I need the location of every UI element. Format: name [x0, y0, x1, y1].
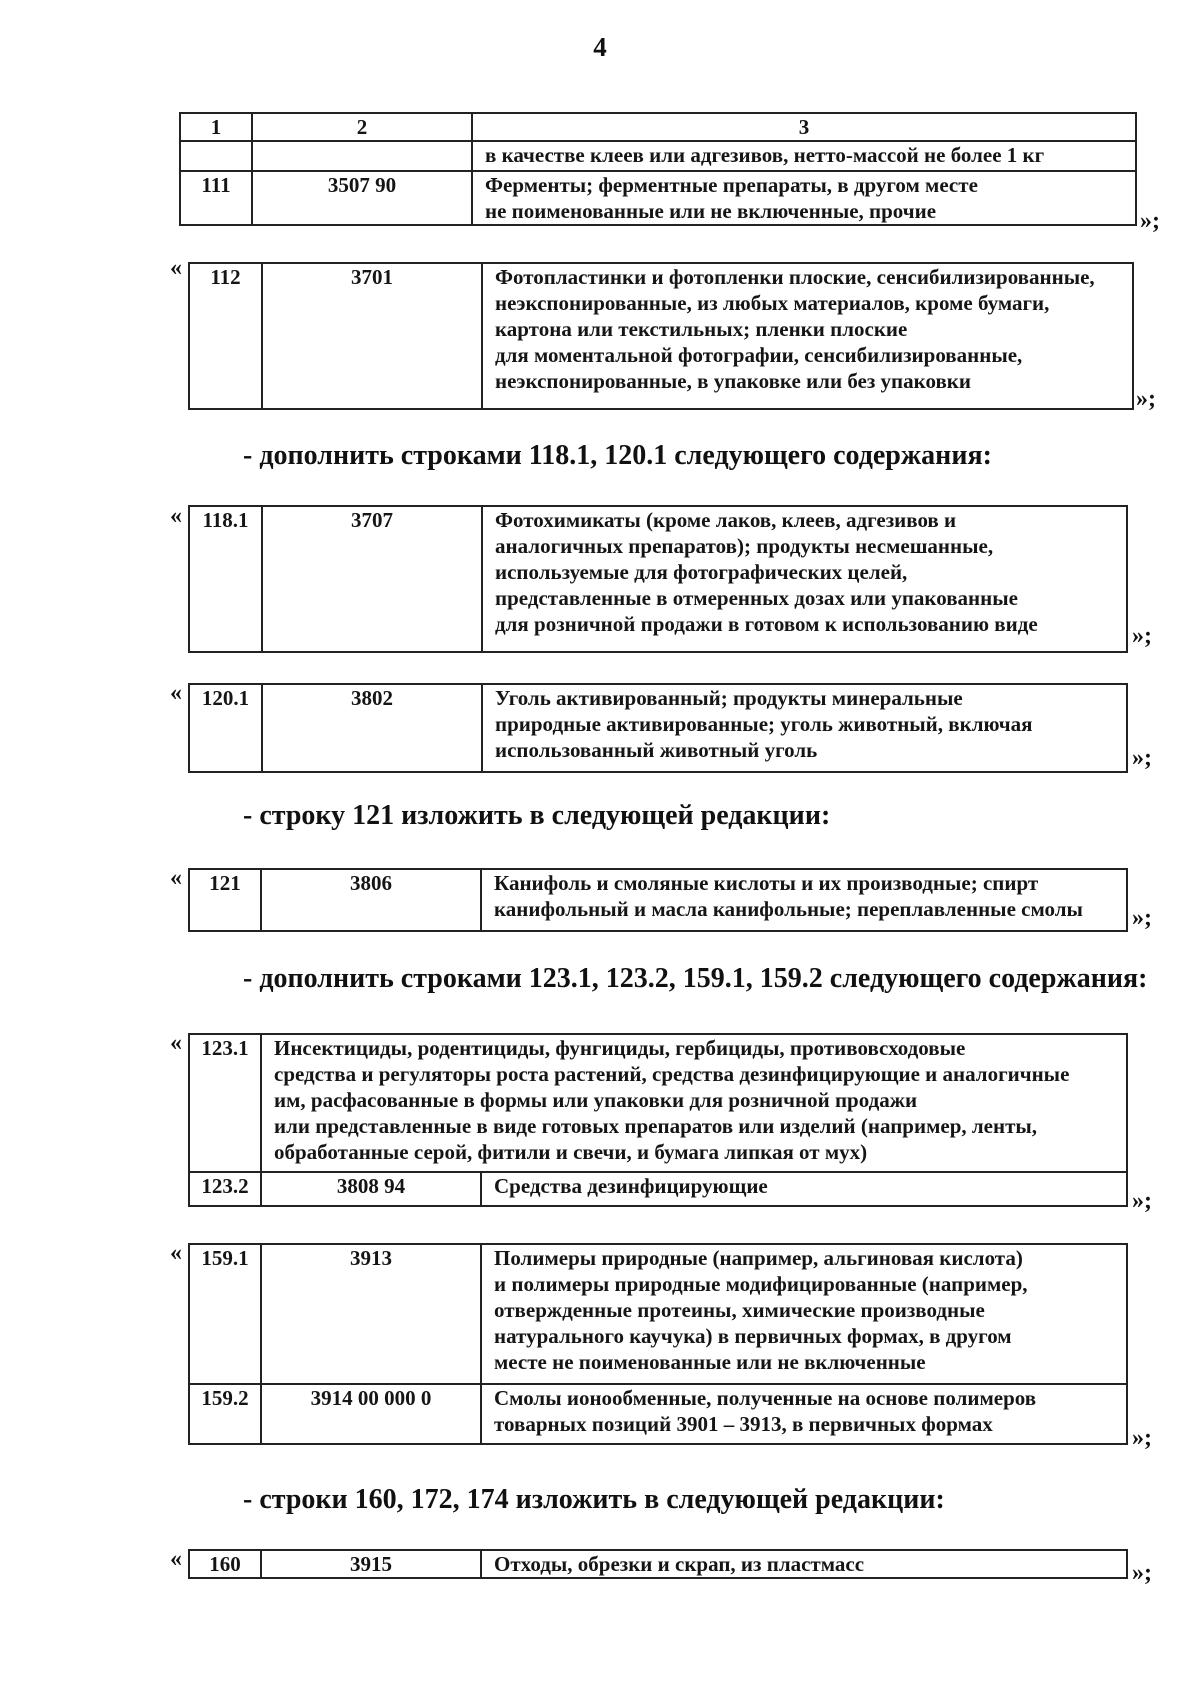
row-code: 3707: [262, 506, 482, 652]
row-code: 3802: [262, 684, 482, 772]
table-rows-159: [188, 1243, 1128, 1445]
table-row: [180, 171, 1136, 225]
table-row-112: [188, 262, 1134, 410]
table-row: [189, 1550, 1127, 1578]
description-line: отвержденные протеины, химические производные: [494, 1298, 985, 1322]
description-line: использованный животный уголь: [495, 738, 818, 762]
row-description: [481, 1384, 1127, 1444]
table-row: [189, 1034, 1127, 1172]
description-line: или представленные в виде готовых препаратов или изделий (например, ленты,: [274, 1114, 1038, 1138]
description-line: Смолы ионообменные, полученные на основе полимеров: [494, 1386, 1037, 1410]
table-row: [189, 1172, 1127, 1206]
row-number: 159.2: [189, 1384, 261, 1444]
table-header-row: [180, 113, 1136, 141]
row-number: 160: [189, 1550, 261, 1578]
description-line: неэкспонированные, из любых материалов, кроме бумаги,: [495, 291, 1050, 315]
row-number: 120.1: [189, 684, 262, 772]
description-line: Отходы, обрезки и скрап, из пластмасс: [494, 1552, 865, 1576]
row-code: 3913: [261, 1244, 481, 1384]
description-line: для моментальной фотографии, сенсибилизированные,: [495, 343, 1023, 367]
description-line: представленные в отмеренных дозах или упакованные: [495, 586, 1018, 610]
instruction-add-rows-123-159: - дополнить строками 123.1, 123.2, 159.1, 159.2 следующего содержания:: [243, 963, 1148, 994]
close-quote: »;: [1136, 386, 1156, 412]
description-line: средства и регуляторы роста растений, средства дезинфицирующие и аналогичные: [274, 1062, 1070, 1086]
close-quote: »;: [1132, 623, 1152, 649]
row-code: 3806: [261, 869, 481, 931]
table-row-118-1: [188, 505, 1128, 653]
row-number: 123.1: [189, 1034, 261, 1172]
header-col-2: 2: [252, 113, 472, 141]
close-quote: »;: [1132, 1188, 1152, 1214]
row-description: [482, 684, 1127, 772]
row-code: 3808 94: [261, 1172, 481, 1206]
row-code: 3701: [262, 263, 482, 409]
open-quote: «: [170, 1546, 182, 1572]
description-line: Полимеры природные (например, альгиновая кислота): [494, 1246, 1023, 1270]
row-number: 111: [180, 171, 252, 225]
open-quote: «: [170, 503, 182, 529]
description-line: Фотохимикаты (кроме лаков, клеев, адгезивов и: [495, 508, 957, 532]
description-line: не поименованные или не включенные, прочие: [485, 199, 937, 223]
description-line: товарных позиций 3901 – 3913, в первичных формах: [494, 1412, 993, 1436]
description-line: им, расфасованные в формы или упаковки для розничной продажи: [274, 1088, 918, 1112]
close-quote: »;: [1140, 208, 1160, 234]
table-row-160: [188, 1549, 1128, 1579]
open-quote: «: [170, 865, 182, 891]
header-col-1: 1: [180, 113, 252, 141]
row-description: [472, 171, 1136, 225]
table-continuation: [179, 112, 1137, 226]
table-rows-123: [188, 1033, 1128, 1207]
row-code: 3507 90: [252, 171, 472, 225]
table-row-120-1: [188, 683, 1128, 773]
table-row: [189, 263, 1133, 409]
table-row: [189, 506, 1127, 652]
description-line: картона или текстильных; пленки плоские: [495, 317, 908, 341]
row-number: [180, 141, 252, 171]
row-number: 118.1: [189, 506, 262, 652]
instruction-add-rows-118-120: - дополнить строками 118.1, 120.1 следующего содержания:: [243, 440, 992, 471]
description-line: и полимеры природные модифицированные (например,: [494, 1272, 1028, 1296]
description-line: Уголь активированный; продукты минеральные: [495, 686, 963, 710]
description-line: месте не поименованные или не включенные: [494, 1350, 926, 1374]
row-number: 123.2: [189, 1172, 261, 1206]
close-quote: »;: [1132, 745, 1152, 771]
close-quote: »;: [1132, 1425, 1152, 1451]
description-line: Фотопластинки и фотопленки плоские, сенсибилизированные,: [495, 265, 1095, 289]
row-description: [481, 1172, 1127, 1206]
row-code: [252, 141, 472, 171]
instruction-rows-160-172-174: - строки 160, 172, 174 изложить в следующей редакции:: [243, 1484, 945, 1515]
row-description: [482, 506, 1127, 652]
open-quote: «: [170, 255, 182, 281]
open-quote: «: [170, 1030, 182, 1056]
row-number: 121: [189, 869, 261, 931]
page-number: 4: [593, 32, 607, 62]
row-number: 112: [189, 263, 262, 409]
table-row: [180, 141, 1136, 171]
description-line: природные активированные; уголь животный, включая: [495, 712, 1033, 736]
close-quote: »;: [1132, 1560, 1152, 1586]
description-line: Ферменты; ферментные препараты, в другом месте: [485, 173, 978, 197]
header-col-3: 3: [472, 113, 1136, 141]
description-line: натурального каучука) в первичных формах, в другом: [494, 1324, 1012, 1348]
description-line: Канифоль и смоляные кислоты и их производные; спирт: [494, 871, 1039, 895]
description-line: Средства дезинфицирующие: [494, 1174, 768, 1198]
description-line: аналогичных препаратов); продукты несмешанные,: [495, 534, 994, 558]
table-row-121: [188, 868, 1128, 932]
open-quote: «: [170, 1240, 182, 1266]
description-line: обработанные серой, фитили и свечи, и бумага липкая от мух): [274, 1140, 868, 1164]
description-line: в качестве клеев или адгезивов, нетто-массой не более 1 кг: [485, 143, 1045, 167]
close-quote: »;: [1132, 905, 1152, 931]
description-line: неэкспонированные, в упаковке или без упаковки: [495, 369, 971, 393]
description-line: канифольный и масла канифольные; переплавленные смолы: [494, 897, 1083, 921]
row-code: 3915: [261, 1550, 481, 1578]
description-line: для розничной продажи в готовом к использованию виде: [495, 612, 1038, 636]
row-number: 159.1: [189, 1244, 261, 1384]
table-row: [189, 1384, 1127, 1444]
description-line: Инсектициды, родентициды, фунгициды, гербициды, противовсходовые: [274, 1036, 966, 1060]
row-description: [481, 869, 1127, 931]
open-quote: «: [170, 680, 182, 706]
row-description: [472, 141, 1136, 171]
instruction-row-121: - строку 121 изложить в следующей редакции:: [243, 800, 831, 831]
description-line: используемые для фотографических целей,: [495, 560, 908, 584]
row-code: 3914 00 000 0: [261, 1384, 481, 1444]
row-description: [481, 1244, 1127, 1384]
table-row: [189, 684, 1127, 772]
row-description: [482, 263, 1133, 409]
table-row: [189, 1244, 1127, 1384]
row-description: [481, 1550, 1127, 1578]
row-description: [261, 1034, 1127, 1172]
table-row: [189, 869, 1127, 931]
